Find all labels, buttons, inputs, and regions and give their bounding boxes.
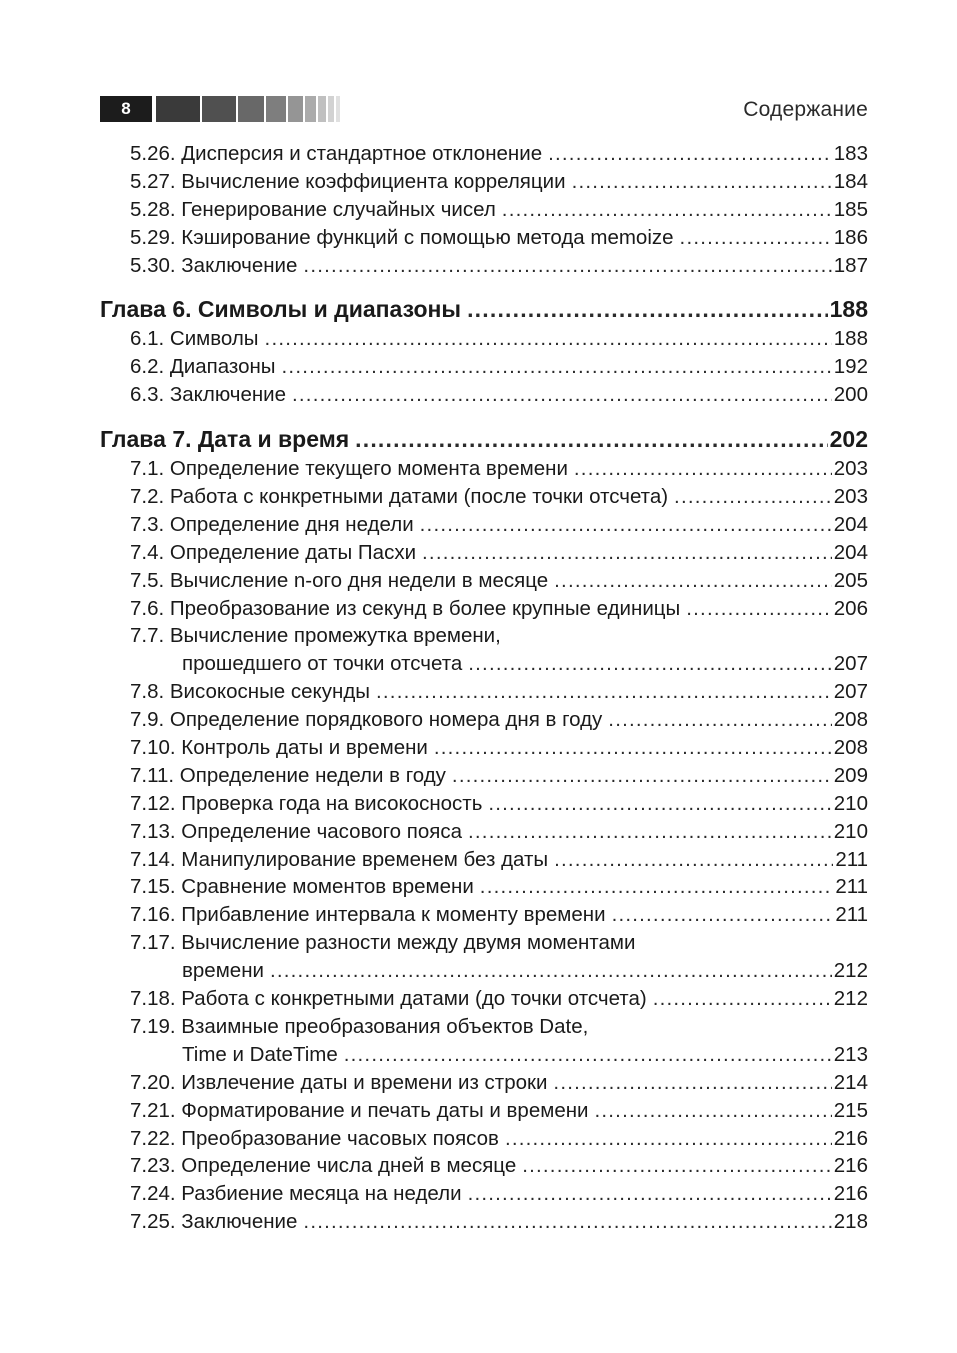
entry-page: 216 xyxy=(833,1126,868,1150)
toc-entry-7-20[interactable] xyxy=(100,1069,868,1097)
toc-entry-7-17-cont[interactable] xyxy=(100,957,868,985)
entry-title: 7.25. Заключение xyxy=(130,1210,298,1234)
entry-title: 5.30. Заключение xyxy=(130,253,298,277)
toc-entry-6-3[interactable] xyxy=(100,381,868,409)
entry-page: 208 xyxy=(833,736,868,760)
toc-entry-5-29[interactable] xyxy=(100,224,868,252)
dot-leader xyxy=(422,539,832,567)
entry-page: 211 xyxy=(835,903,868,927)
entry-page: 212 xyxy=(833,959,868,983)
page-header xyxy=(100,96,868,126)
header-bar-7 xyxy=(318,96,326,122)
header-bar-1 xyxy=(156,96,200,122)
entry-title: 7.5. Вычисление n-ого дня недели в месяце xyxy=(130,568,549,592)
dot-leader xyxy=(468,1180,832,1208)
toc-entry-7-10[interactable] xyxy=(100,734,868,762)
toc-entry-7-24[interactable] xyxy=(100,1180,868,1208)
entry-title: 5.26. Дисперсия и стандартное отклонение xyxy=(130,142,543,165)
toc-entry-7-19[interactable] xyxy=(100,1013,868,1041)
entry-page: 200 xyxy=(833,383,868,407)
dot-leader xyxy=(686,595,832,623)
entry-title-cont: времени xyxy=(182,959,264,983)
entry-page: 205 xyxy=(833,568,868,592)
entry-page: 203 xyxy=(833,485,868,509)
entry-title: 7.17. Вычисление разности между двумя моментами xyxy=(130,931,636,955)
toc-entry-7-19-cont[interactable] xyxy=(100,1041,868,1069)
toc-entry-5-26[interactable] xyxy=(100,140,868,168)
dot-leader xyxy=(554,846,833,874)
entry-title: 7.23. Определение числа дней в месяце xyxy=(130,1154,517,1178)
entry-title-cont: Time и DateTime xyxy=(182,1042,338,1066)
toc-entry-7-16[interactable] xyxy=(100,901,868,929)
dot-leader xyxy=(344,1041,832,1069)
toc-entry-6-1[interactable] xyxy=(100,325,868,353)
dot-leader xyxy=(680,224,832,252)
toc-chapter-6[interactable] xyxy=(100,293,868,325)
toc-entry-5-27[interactable] xyxy=(100,168,868,196)
entry-page: 207 xyxy=(833,680,868,704)
entry-page: 209 xyxy=(833,763,868,787)
dot-leader xyxy=(468,818,832,846)
dot-leader xyxy=(376,678,832,706)
dot-leader xyxy=(595,1097,832,1125)
toc-entry-7-22[interactable] xyxy=(100,1125,868,1153)
entry-title: 7.20. Извлечение даты и времени из строки xyxy=(130,1070,548,1094)
toc-entry-7-18[interactable] xyxy=(100,985,868,1013)
entry-page: 206 xyxy=(833,596,868,620)
dot-leader xyxy=(572,168,832,196)
dot-leader xyxy=(355,423,827,455)
toc-entry-7-17[interactable] xyxy=(100,929,868,957)
dot-leader xyxy=(303,252,831,280)
header-bar-2 xyxy=(202,96,236,122)
entry-title: 7.1. Определение текущего момента времени xyxy=(130,457,568,481)
toc-entry-7-23[interactable] xyxy=(100,1152,868,1180)
entry-page: 213 xyxy=(833,1042,868,1066)
entry-title: 7.19. Взаимные преобразования объектов Date, xyxy=(130,1014,589,1038)
entry-page: 211 xyxy=(835,875,868,899)
dot-leader xyxy=(434,734,832,762)
header-bar-5 xyxy=(288,96,303,122)
dot-leader xyxy=(653,985,832,1013)
chapter-title: Глава 7. Дата и время xyxy=(100,426,350,453)
entry-title: 6.1. Символы xyxy=(130,327,259,351)
entry-page: 187 xyxy=(833,253,868,277)
entry-page: 214 xyxy=(833,1070,868,1094)
table-of-contents xyxy=(100,140,868,1236)
entry-page: 204 xyxy=(833,540,868,564)
dot-leader xyxy=(480,873,834,901)
dot-leader xyxy=(674,483,832,511)
entry-title: 7.9. Определение порядкового номера дня в году xyxy=(130,708,603,732)
dot-leader xyxy=(488,790,831,818)
entry-title: 7.7. Вычисление промежутка времени, xyxy=(130,624,501,648)
toc-entry-7-7-cont[interactable] xyxy=(100,650,868,678)
entry-title: 6.2. Диапазоны xyxy=(130,355,276,379)
header-bar-4 xyxy=(266,96,286,122)
dot-leader xyxy=(608,706,831,734)
dot-leader xyxy=(420,511,832,539)
entry-page: 216 xyxy=(833,1182,868,1206)
entry-page: 186 xyxy=(833,225,868,249)
toc-entry-7-3[interactable] xyxy=(100,511,868,539)
entry-page: 208 xyxy=(833,708,868,732)
entry-page: 210 xyxy=(833,819,868,843)
entry-title: 7.15. Сравнение моментов времени xyxy=(130,875,474,899)
entry-title: 7.18. Работа с конкретными датами (до точки отсчета) xyxy=(130,987,647,1011)
toc-entry-7-2[interactable] xyxy=(100,483,868,511)
dot-leader xyxy=(452,762,832,790)
entry-page: 203 xyxy=(833,457,868,481)
entry-page: 215 xyxy=(833,1098,868,1122)
entry-page: 192 xyxy=(833,355,868,379)
section-title: Содержание xyxy=(743,98,868,121)
entry-page: 184 xyxy=(833,169,868,193)
entry-page: 183 xyxy=(833,142,868,165)
entry-title: 7.24. Разбиение месяца на недели xyxy=(130,1182,462,1206)
dot-leader xyxy=(554,567,832,595)
entry-title: 7.8. Високосные секунды xyxy=(130,680,371,704)
dot-leader xyxy=(553,1069,831,1097)
entry-title: 7.13. Определение часового пояса xyxy=(130,819,463,843)
toc-entry-7-11[interactable] xyxy=(100,762,868,790)
toc-entry-7-1[interactable] xyxy=(100,455,868,483)
dot-leader xyxy=(548,140,832,168)
dot-leader xyxy=(282,353,832,381)
entry-page: 185 xyxy=(833,197,868,221)
entry-page: 204 xyxy=(833,512,868,536)
dot-leader xyxy=(270,957,832,985)
toc-entry-7-8[interactable] xyxy=(100,678,868,706)
header-bar-3 xyxy=(238,96,264,122)
entry-title: 7.2. Работа с конкретными датами (после точки отсчета) xyxy=(130,485,669,509)
toc-entry-6-2[interactable] xyxy=(100,353,868,381)
entry-title-cont: прошедшего от точки отсчета xyxy=(182,652,463,676)
toc-chapter-7[interactable] xyxy=(100,423,868,455)
toc-entry-7-4[interactable] xyxy=(100,539,868,567)
dot-leader xyxy=(502,196,832,224)
entry-title: 5.27. Вычисление коэффициента корреляции xyxy=(130,169,566,193)
toc-entry-7-9[interactable] xyxy=(100,706,868,734)
dot-leader xyxy=(292,381,832,409)
entry-title: 7.21. Форматирование и печать даты и времени xyxy=(130,1098,589,1122)
dot-leader xyxy=(505,1125,832,1153)
entry-page: 218 xyxy=(833,1210,868,1234)
entry-title: 7.12. Проверка года на високосность xyxy=(130,791,483,815)
toc-entry-7-25[interactable] xyxy=(100,1208,868,1236)
entry-page: 210 xyxy=(833,791,868,815)
dot-leader xyxy=(303,1208,831,1236)
dot-leader xyxy=(467,293,828,325)
entry-page: 207 xyxy=(833,652,868,676)
entry-title: 7.10. Контроль даты и времени xyxy=(130,736,428,760)
toc-entry-7-21[interactable] xyxy=(100,1097,868,1125)
toc-entry-7-6[interactable] xyxy=(100,595,868,623)
chapter-title: Глава 6. Символы и диапазоны xyxy=(100,296,462,323)
toc-entry-5-28[interactable] xyxy=(100,196,868,224)
header-bar-8 xyxy=(328,96,334,122)
entry-title: 5.29. Кэширование функций с помощью метода memoize xyxy=(130,225,674,249)
header-bar-9 xyxy=(336,96,340,122)
entry-page: 216 xyxy=(833,1154,868,1178)
entry-title: 7.22. Преобразование часовых поясов xyxy=(130,1126,499,1150)
dot-leader xyxy=(574,455,832,483)
entry-page: 212 xyxy=(833,987,868,1011)
entry-title: 7.16. Прибавление интервала к моменту времени xyxy=(130,903,606,927)
toc-entry-5-30[interactable] xyxy=(100,252,868,280)
toc-entry-7-7[interactable] xyxy=(100,622,868,650)
header-bar-6 xyxy=(305,96,316,122)
dot-leader xyxy=(265,325,832,353)
page-number: 8 xyxy=(100,96,152,122)
toc-entry-7-5[interactable] xyxy=(100,567,868,595)
entry-title: 7.4. Определение даты Пасхи xyxy=(130,540,417,564)
entry-title: 6.3. Заключение xyxy=(130,383,287,407)
dot-leader xyxy=(612,901,834,929)
dot-leader xyxy=(522,1152,832,1180)
entry-title: 7.6. Преобразование из секунд в более крупные единицы xyxy=(130,596,681,620)
entry-page: 188 xyxy=(833,327,868,351)
entry-title: 5.28. Генерирование случайных чисел xyxy=(130,197,496,221)
entry-page: 211 xyxy=(835,847,868,871)
toc-entry-7-12[interactable] xyxy=(100,790,868,818)
entry-title: 7.14. Манипулирование временем без даты xyxy=(130,847,549,871)
toc-entry-7-15[interactable] xyxy=(100,873,868,901)
entry-title: 7.3. Определение дня недели xyxy=(130,512,414,536)
dot-leader xyxy=(468,650,832,678)
toc-entry-7-14[interactable] xyxy=(100,846,868,874)
toc-entry-7-13[interactable] xyxy=(100,818,868,846)
chapter-page: 202 xyxy=(829,426,868,453)
chapter-page: 188 xyxy=(829,296,868,323)
entry-title: 7.11. Определение недели в году xyxy=(130,763,446,787)
